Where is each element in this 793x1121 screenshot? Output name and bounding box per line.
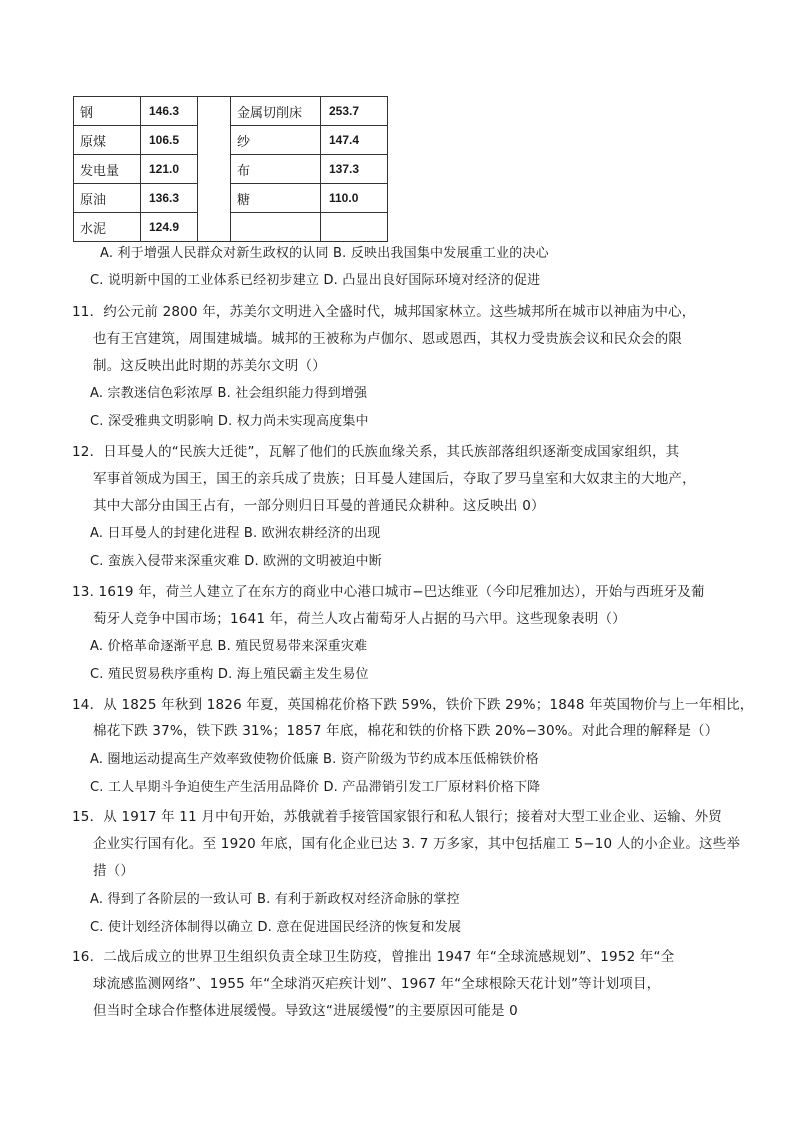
q12-options-cd: C. 蛮族入侵带来深重灾难 D. 欧洲的文明被迫中断	[90, 554, 382, 569]
table-row	[74, 213, 388, 242]
table-cell-value	[321, 213, 388, 242]
q13-stem-line-1: 13. 1619 年，荷兰人建立了在东方的商业中心港口城市−巴达维亚（今印尼雅加达），开始与西班牙及葡	[72, 584, 705, 600]
q15-options-ab: A. 得到了各阶层的一致认可 B. 有利于新政权对经济命脉的掌控	[90, 892, 460, 907]
q12-stem-line-2: 军事首领成为国王，国王的亲兵成了贵族；日耳曼人建国后，夺取了罗马皇室和大奴隶主的大地产，	[93, 471, 696, 487]
q14-stem-line-1: 14．从 1825 年秋到 1826 年夏，英国棉花价格下跌 59%，铁价下跌 29%；1848 年英国物价与上一年相比，	[72, 697, 754, 713]
q13-stem-line-2: 萄牙人竞争中国市场；1641 年，荷兰人攻占葡萄牙人占据的马六甲。这些现象表明（）	[93, 611, 626, 627]
table-row	[74, 155, 388, 184]
table-cell-name: 糖	[231, 184, 321, 213]
q14-options-cd: C. 工人早期斗争迫使生产生活用品降价 D. 产品滞销引发工厂原材料价格下降	[90, 780, 541, 795]
table-cell-value: 124.9	[141, 213, 198, 242]
q13-options-ab: A. 价格革命逐渐平息 B. 殖民贸易带来深重灾难	[90, 639, 368, 654]
q16-stem-line-3: 但当时全球合作整体进展缓慢。导致这“进展缓慢”的主要原因可能是 0	[93, 1003, 518, 1019]
table-cell-value: 106.5	[141, 126, 198, 155]
table-cell-name: 纱	[231, 126, 321, 155]
q15-options-cd: C. 使计划经济体制得以确立 D. 意在促进国民经济的恢复和发展	[90, 920, 462, 935]
table-cell-name: 发电量	[74, 155, 141, 184]
table-cell-value: 147.4	[321, 126, 388, 155]
q16-stem-line-2: 球流感监测网络”、1955 年“全球消灭疟疾计划”、1967 年“全球根除天花计划”等计划项目，	[93, 976, 661, 992]
table-row	[74, 97, 388, 126]
table-cell-value: 137.3	[321, 155, 388, 184]
table-cell-value: 253.7	[321, 97, 388, 126]
q12-stem-line-3: 其中大部分由国王占有，一部分则归日耳曼的普通民众耕种。这反映出 0）	[93, 498, 545, 514]
q13-options-cd: C. 殖民贸易秩序重构 D. 海上殖民霸主发生易位	[90, 667, 369, 682]
table-cell-name: 原煤	[74, 126, 141, 155]
q11-stem-line-1: 11．约公元前 2800 年，苏美尔文明进入全盛时代，城邦国家林立。这些城邦所在城市以神庙为中心，	[72, 304, 696, 320]
table-cell-value: 146.3	[141, 97, 198, 126]
q14-options-ab: A. 圈地运动提高生产效率致使物价低廉 B. 资产阶级为节约成本压低棉铁价格	[90, 752, 539, 767]
q11-stem-line-3: 制。这反映出此时期的苏美尔文明（）	[93, 358, 326, 374]
q14-stem-line-2: 棉花下跌 37%，铁下跌 31%；1857 年底，棉花和铁的价格下跌 20%−30%。对此合理的解释是（）	[93, 723, 719, 739]
q11-stem-line-2: 也有王宫建筑，周围建城墙。城邦的王被称为卢伽尔、恩或恩西，其权力受贵族会议和民众会的限	[93, 331, 683, 347]
q10-options-ab: A. 利于增强人民群众对新生政权的认同 B. 反映出我国集中发展重工业的决心	[100, 246, 549, 261]
q15-stem-line-3: 措（）	[93, 863, 135, 879]
table-cell-value: 110.0	[321, 184, 388, 213]
table-cell-value: 121.0	[141, 155, 198, 184]
table-cell-name: 金属切削床	[231, 97, 321, 126]
table-cell-name: 布	[231, 155, 321, 184]
table-row	[74, 126, 388, 155]
q15-stem-line-1: 15．从 1917 年 11 月中旬开始，苏俄就着手接管国家银行和私人银行；接着对大型工业企业、运输、外贸	[72, 809, 722, 825]
q12-stem-line-1: 12．日耳曼人的“民族大迁徙”，瓦解了他们的氏族血缘关系，其氏族部落组织逐渐变成国家组织，其	[72, 444, 680, 460]
table-cell-name	[231, 213, 321, 242]
q15-stem-line-2: 企业实行国有化。至 1920 年底，国有化企业已达 3. 7 万多家，其中包括雇工 5−10 人的小企业。这些举	[93, 836, 741, 852]
table-row	[74, 184, 388, 213]
q10-options-cd: C. 说明新中国的工业体系已经初步建立 D. 凸显出良好国际环境对经济的促进	[90, 273, 541, 288]
q16-stem-line-1: 16．二战后成立的世界卫生组织负责全球卫生防疫，曾推出 1947 年“全球流感规划”、1952 年“全	[72, 949, 675, 965]
table-cell-name: 水泥	[74, 213, 141, 242]
q11-options-cd: C. 深受雅典文明影响 D. 权力尚未实现高度集中	[90, 414, 369, 429]
table-cell-value: 136.3	[141, 184, 198, 213]
table-cell-name: 原油	[74, 184, 141, 213]
q11-options-ab: A. 宗教迷信色彩浓厚 B. 社会组织能力得到增强	[90, 386, 368, 401]
table-cell-name: 钢	[74, 97, 141, 126]
q12-options-ab: A. 日耳曼人的封建化进程 B. 欧洲农耕经济的出现	[90, 526, 381, 541]
industrial-output-table	[73, 96, 388, 242]
table-separator-cell	[198, 97, 231, 242]
